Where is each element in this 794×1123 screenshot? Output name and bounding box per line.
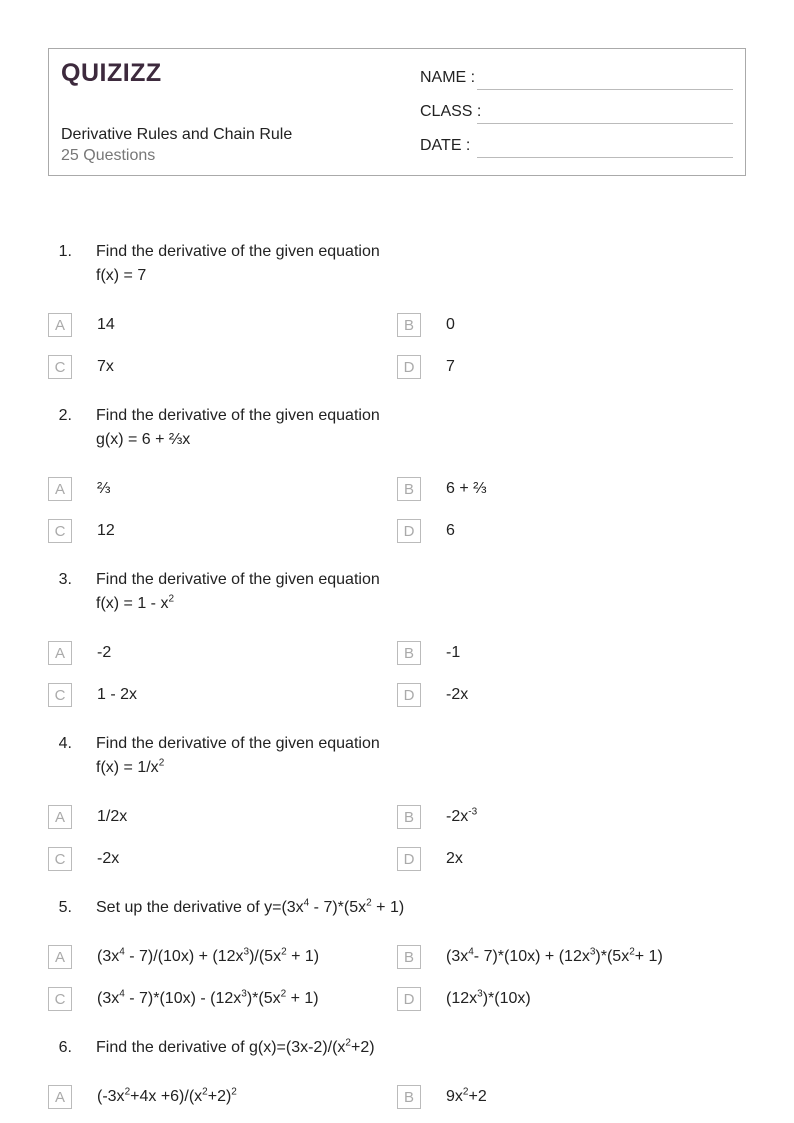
question-list (0, 240, 794, 1123)
option-letter-box: C (48, 683, 72, 707)
question-row (0, 404, 794, 452)
option-letter-box: D (397, 987, 421, 1011)
superscript: 4 (303, 897, 310, 909)
answer-option-b[interactable] (397, 477, 746, 501)
date-label: DATE : (420, 137, 471, 154)
quizizz-logo: QUIZIZZ (61, 59, 162, 87)
answer-option-d[interactable] (397, 355, 746, 379)
option-letter-box: D (397, 847, 421, 871)
question-line: Find the derivative of the given equation (96, 735, 380, 752)
superscript: 2 (124, 1086, 131, 1098)
option-letter-box: A (48, 641, 72, 665)
option-letter-box: C (48, 847, 72, 871)
answer-option-b[interactable] (397, 1085, 746, 1109)
date-field[interactable] (420, 137, 733, 155)
option-letter-box: B (397, 641, 421, 665)
question-row (0, 732, 794, 780)
question-number: 5. (58, 899, 72, 916)
name-field[interactable] (420, 69, 733, 87)
option-text: 14 (97, 316, 115, 333)
question-line: f(x) = 7 (96, 267, 147, 284)
question-line: $f(x) = 1 - x^2$ (96, 593, 175, 612)
answer-option-b[interactable] (397, 313, 746, 337)
answer-option-b[interactable] (397, 945, 746, 969)
date-line (477, 157, 733, 158)
option-text: ⅔ (97, 480, 111, 497)
superscript: 2 (231, 1086, 237, 1098)
superscript: 2 (280, 988, 287, 1000)
question-text (96, 404, 380, 452)
option-letter-box: B (397, 477, 421, 501)
answer-options (48, 945, 794, 1011)
answer-option-d[interactable] (397, 987, 746, 1011)
name-line (477, 89, 733, 90)
superscript: 3 (589, 946, 596, 958)
answer-option-a[interactable] (48, 641, 397, 665)
superscript: 2 (202, 1086, 208, 1098)
superscript: 2 (629, 946, 635, 958)
answer-option-b[interactable] (397, 641, 746, 665)
option-text: $(-3x^2+4x +6)/(x^2+2)^2$ (97, 1086, 237, 1105)
question-row (0, 1036, 794, 1060)
class-line (477, 123, 733, 124)
option-letter-box: B (397, 1085, 421, 1109)
answer-option-c[interactable] (48, 355, 397, 379)
answer-option-c[interactable] (48, 683, 397, 707)
option-text: 7 (446, 358, 455, 375)
option-letter-box: A (48, 805, 72, 829)
option-letter-box: D (397, 519, 421, 543)
question (0, 732, 794, 780)
answer-option-a[interactable] (48, 477, 397, 501)
option-letter-box: C (48, 987, 72, 1011)
question-line: Find the derivative of the given equation (96, 571, 380, 588)
question-line: Find the derivative of the given equation (96, 407, 380, 424)
option-text: -2x (446, 686, 469, 703)
answer-options (48, 1085, 794, 1109)
question-line: $f(x) = 1/x^2$ (96, 757, 165, 776)
question (0, 896, 794, 920)
option-letter-box: A (48, 1085, 72, 1109)
question-text (96, 732, 380, 780)
option-letter-box: D (397, 683, 421, 707)
superscript: 4 (119, 946, 125, 958)
answer-options (48, 477, 794, 543)
worksheet-header (48, 48, 746, 176)
question-count: 25 Questions (61, 147, 156, 164)
answer-options (48, 641, 794, 707)
option-text: -2 (97, 644, 112, 661)
question-line: Find the derivative of $g(x)=(3x-2)/(x^2+2)$ (96, 1037, 375, 1056)
superscript: 2 (345, 1037, 351, 1049)
question-number: 6. (58, 1039, 72, 1056)
option-letter-box: A (48, 477, 72, 501)
question-number: 4. (58, 735, 72, 752)
option-text: 1/2x (97, 808, 128, 825)
option-letter-box: A (48, 313, 72, 337)
option-text: $(3x^4 - 7)*(10x) - (12x^3)*(5x^2 + 1)$ (97, 988, 319, 1007)
question-line: Find the derivative of the given equation (96, 243, 380, 260)
answer-option-d[interactable] (397, 683, 746, 707)
superscript: 3 (243, 946, 250, 958)
superscript: 3 (241, 988, 247, 1000)
option-text: $(12x^3)*(10x)$ (446, 988, 531, 1007)
superscript: 2 (281, 946, 287, 958)
question-text (96, 568, 380, 616)
option-letter-box: B (397, 805, 421, 829)
option-text: -1 (446, 644, 461, 661)
option-text: 12 (97, 522, 115, 539)
question-text (96, 1036, 375, 1060)
option-letter-box: A (48, 945, 72, 969)
option-text: ($3x^4-$ $7)*(10x) + (12x^3)*(5x^2+ 1)$ (446, 946, 663, 965)
question-line: g(x) = 6 + ⅔x (96, 431, 191, 448)
question-row (0, 568, 794, 616)
answer-option-b[interactable] (397, 805, 746, 829)
option-text: 2x (446, 850, 463, 867)
question-row (0, 240, 794, 288)
option-text: 0 (446, 316, 455, 333)
option-letter-box: D (397, 355, 421, 379)
option-letter-box: C (48, 519, 72, 543)
answer-option-c[interactable] (48, 519, 397, 543)
answer-option-a[interactable] (48, 1085, 397, 1109)
answer-options (48, 313, 794, 379)
answer-option-c[interactable] (48, 987, 397, 1011)
question (0, 568, 794, 616)
option-letter-box: B (397, 945, 421, 969)
superscript: -3 (468, 806, 478, 818)
option-letter-box: B (397, 313, 421, 337)
question-text (96, 240, 380, 288)
superscript: 2 (168, 593, 175, 605)
class-field[interactable] (420, 103, 733, 121)
superscript: 4 (119, 988, 125, 1000)
answer-option-a[interactable] (48, 313, 397, 337)
option-text: -2x (97, 850, 120, 867)
question-row (0, 896, 794, 920)
option-letter-box: C (48, 355, 72, 379)
option-text: $9x^2+2$ (446, 1086, 487, 1105)
question (0, 404, 794, 452)
superscript: 2 (158, 757, 165, 769)
option-text: $(3x^4 - 7)/(10x) + (12x^3)/(5x^2 + 1)$ (97, 946, 320, 965)
option-text: $-2x^{-3}$ (446, 806, 478, 825)
answer-option-c[interactable] (48, 847, 397, 871)
answer-option-a[interactable] (48, 805, 397, 829)
question-number: 3. (58, 571, 72, 588)
question-number: 2. (58, 407, 72, 424)
option-text: 1 - 2x (97, 686, 138, 703)
superscript: 3 (477, 988, 483, 1000)
answer-options (48, 805, 794, 871)
option-text: 7x (97, 358, 114, 375)
worksheet-title: Derivative Rules and Chain Rule (61, 126, 293, 143)
answer-option-d[interactable] (397, 847, 746, 871)
question-text (96, 896, 404, 920)
option-text: 6 (446, 522, 455, 539)
name-label: NAME : (420, 69, 476, 86)
question-line: Set up the derivative of $y=(3x^4 - 7)*(5x^2 + 1)$ (96, 897, 405, 916)
class-label: CLASS : (420, 103, 482, 120)
answer-option-a[interactable] (48, 945, 397, 969)
superscript: 2 (366, 897, 372, 909)
question (0, 1036, 794, 1060)
option-text: 6 + ⅔ (446, 480, 487, 497)
superscript: 4 (468, 946, 474, 958)
answer-option-d[interactable] (397, 519, 746, 543)
question-number: 1. (58, 243, 72, 260)
superscript: 2 (462, 1086, 469, 1098)
question (0, 240, 794, 288)
